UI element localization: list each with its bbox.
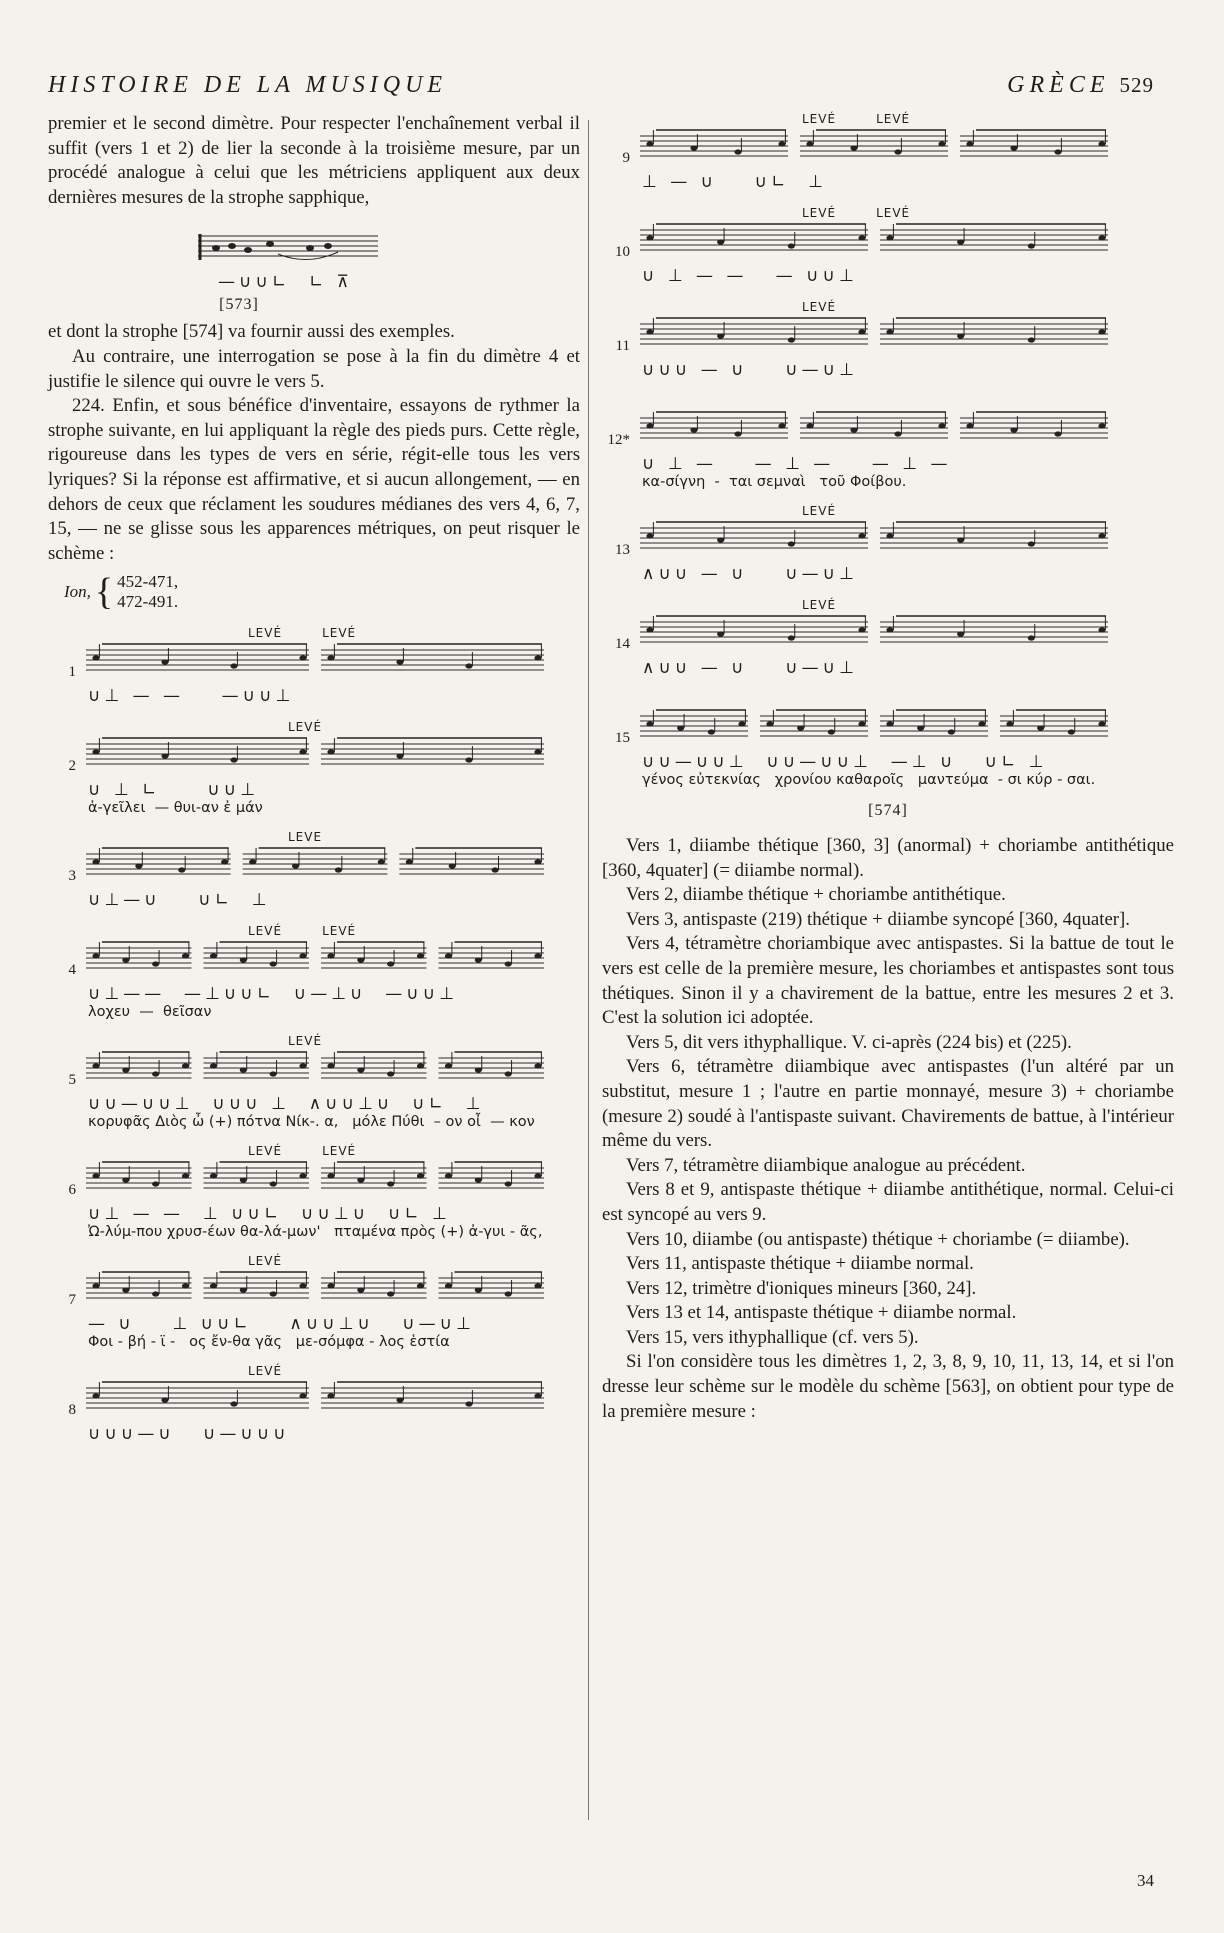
leve-marks: [248, 924, 580, 938]
metrical-scheme: ∪∪—∪∪⊥ ∪∪—∪∪⊥ —⊥ ∪ ∪∟ ⊥: [642, 752, 1048, 772]
verse-11: [602, 300, 1174, 380]
leve-marks: [248, 1034, 580, 1048]
music-staff: [636, 706, 1116, 752]
leve-marks: [802, 300, 1174, 314]
running-header-section: [1007, 72, 1154, 99]
signature-mark: 34: [1137, 1871, 1154, 1890]
left-column: [48, 112, 580, 1458]
leve-mark: LEVÉ: [802, 112, 837, 126]
music-staff: [82, 1268, 552, 1314]
music-staff: [636, 408, 1116, 454]
verse-number: 15: [615, 730, 630, 746]
greek-text: κα-σίγνη - ται σεμναὶ τοῦ Φοίβου.: [642, 474, 907, 490]
brace-glyph: {: [94, 571, 114, 614]
leve-mark: LEVÉ: [248, 1364, 283, 1379]
metrical-scheme: ∪⊥—∪ ∪∟ ⊥: [88, 890, 271, 911]
leve-mark: LEVÉ: [248, 924, 283, 939]
music-staff: [636, 220, 1116, 266]
leve-mark: LEVÉ: [288, 1034, 323, 1049]
verse-number: 6: [68, 1182, 76, 1199]
verse-3: [48, 830, 580, 910]
music-staff: [82, 1378, 552, 1424]
leve-marks: [248, 720, 580, 734]
example-573: [198, 224, 580, 292]
paragraph-224: 224. Enfin, et sous bénéfice d'inventaire, essayons de rythmer la strophe suivante, en lui appliquant la règle des pieds purs. Cette règle, rigoureuse dans les types de vers en série, régit-elle tous les vers lyriques? Si la réponse est affirmative, et si aucun allongement, — en dehors de ceux que réclament les soudures médianes des vers 4, 6, 7, 15, — ne se glisse sous les apparences métriques, on peut risquer le schème :: [48, 395, 580, 564]
commentary-paragraph: Vers 7, tétramètre diiambique analogue au précédent.: [626, 1154, 1026, 1176]
leve-marks: [802, 598, 1174, 612]
leve-mark: LEVÉ: [248, 626, 283, 641]
music-staff: [82, 640, 552, 686]
verse-number: 11: [615, 338, 630, 354]
verse-number: 8: [68, 1402, 76, 1419]
leve-mark: LEVÉ: [322, 924, 357, 939]
metrical-scheme: ∪ ⊥ — — — ∪∪⊥: [642, 266, 858, 286]
leve-mark: LEVÉ: [322, 626, 357, 641]
verse-15: [602, 692, 1174, 788]
example-label-573: [573]: [219, 296, 259, 314]
verse-number: 4: [68, 962, 76, 979]
commentary-paragraph: Si l'on considère tous les dimètres 1, 2, 3, 8, 9, 10, 11, 13, 14, et si l'on dresse leur schème sur le modèle du schème [563], on obtient pour type de la première mesure :: [602, 1351, 1174, 1422]
metrical-scheme: ∪ ⊥ — — ⊥ — — ⊥ —: [642, 454, 952, 474]
leve-marks: [802, 206, 1174, 220]
leve-marks: [248, 830, 580, 844]
example-label-574: [574]: [868, 802, 908, 819]
commentary-paragraph: Vers 5, dit vers ithyphallique. V. ci-après (224 bis) et (225).: [626, 1031, 1072, 1053]
leve-marks: [248, 1364, 580, 1378]
commentary-paragraph: Vers 13 et 14, antispaste thétique + diiambe normal.: [626, 1302, 1017, 1324]
verse-4: [48, 924, 580, 1020]
commentary-paragraph: Vers 3, antispaste (219) thétique + diiambe syncopé [360, 4quater].: [626, 908, 1130, 930]
leve-mark: LEVÉ: [802, 504, 837, 518]
verse-7: [48, 1254, 580, 1350]
greek-text: Ὠ-λύμ-που χρυσ-έων θα-λά-μων' πταμένα πρὸς (+) ἀ-γυι - ᾶς,: [88, 1224, 543, 1241]
metrical-scheme: ∪∪—∪∪⊥ ∪∪∪ ⊥ ∧∪∪⊥∪ ∪∟ ⊥: [88, 1094, 485, 1115]
leve-mark: LEVÉ: [248, 1144, 283, 1159]
column-divider: [588, 120, 589, 1820]
metrical-scheme: ∪⊥ — — ⊥ ∪∪∟ ∪∪⊥∪ ∪∟ ⊥: [88, 1204, 451, 1225]
metrical-scheme: ∪⊥ — — —∪∪⊥: [88, 686, 295, 707]
music-staff: [636, 518, 1116, 564]
commentary-paragraph: Vers 11, antispaste thétique + diiambe normal.: [626, 1253, 974, 1275]
commentary-paragraph: Vers 12, trimètre d'ioniques mineurs [360, 24].: [626, 1277, 977, 1299]
ion-reference: [64, 572, 580, 612]
meter-573: —∪∪∟ ∟ ⊼: [218, 272, 354, 293]
music-staff: [82, 844, 552, 890]
paragraph-interrogation: Au contraire, une interrogation se pose à la fin du dimètre 4 et justifie le silence qui ouvre le vers 5.: [48, 345, 580, 392]
verse-number: 14: [615, 636, 630, 652]
leve-mark: LEVÉ: [876, 206, 911, 220]
music-staff: [82, 938, 552, 984]
right-verse-staves: [602, 112, 1174, 788]
commentary-paragraph: Vers 10, diiambe (ou antispaste) thétique + choriambe (= diiambe).: [626, 1228, 1130, 1250]
verse-number: 13: [615, 542, 630, 558]
verse-number: 2: [68, 758, 76, 775]
verse-number: 7: [68, 1292, 76, 1309]
greek-text: ἀ-γεῖλει — θυι-αν ἐ μάν: [88, 800, 263, 817]
music-staff: [636, 314, 1116, 360]
leve-mark: LEVÉ: [802, 206, 837, 220]
verse-number: 12*: [607, 432, 630, 448]
verse-13: [602, 504, 1174, 584]
music-staff: [636, 126, 1116, 172]
music-staff: [82, 734, 552, 780]
leve-marks: [802, 394, 1174, 408]
leve-mark: LEVÉ: [288, 720, 323, 735]
greek-text: γένος εὐτεκνίας χρονίου καθαροῖς μαντεύμα - σι κύρ - σαι.: [642, 772, 1096, 788]
greek-text: κορυφᾶς Διὸς ὦ (+) πότνα Νίκ-. α, μόλε Πύθι – ον οἶ — κον: [88, 1114, 535, 1131]
paragraph-intro: premier et le second dimètre. Pour respecter l'enchaînement verbal il suffit (vers 1 et 2) de lier la seconde à la troisième mesure, par un procédé analogue à celui que les métriciens appliquent aux deux dernières mesures de la strophe sapphique,: [48, 113, 580, 208]
leve-mark: LEVÉ: [322, 1144, 357, 1159]
commentary-paragraph: Vers 1, diiambe thétique [360, 3] (anormal) + choriambe antithétique [360, 4quater] (= diiambe normal).: [602, 835, 1174, 881]
music-staff: [82, 1158, 552, 1204]
verse-number: 5: [68, 1072, 76, 1089]
leve-mark: LEVÉ: [802, 300, 837, 314]
right-column: [602, 112, 1174, 1424]
music-staff: [636, 612, 1116, 658]
greek-text: Φοι - βή - ϊ - ος ἔν-θα γᾶς με-σόμφα - λος ἑστία: [88, 1334, 450, 1351]
verse-number: 1: [68, 664, 76, 681]
staff-573: [198, 224, 378, 272]
verse-5: [48, 1034, 580, 1130]
verse-8: [48, 1364, 580, 1444]
leve-marks: [248, 1144, 580, 1158]
leve-mark: LEVÉ: [876, 112, 911, 126]
commentary: [602, 834, 1174, 1424]
ion-lines-1: 452-471,: [117, 572, 179, 592]
leve-mark: LEVÉ: [248, 1254, 283, 1269]
commentary-paragraph: Vers 2, diiambe thétique + choriambe antithétique.: [626, 884, 1006, 906]
leve-mark: LEVÉ: [802, 598, 837, 612]
metrical-scheme: ∪∪∪—∪ ∪—∪∪∪: [88, 1424, 290, 1445]
section-title: GRÈCE: [1007, 72, 1110, 98]
commentary-paragraph: Vers 4, tétramètre choriambique avec antispastes. Si la battue de tout le vers est celle de la première mesure, les choriambes et antispastes sont tous thétiques. Sinon il y a chavirement de la battue, entre les mesures 2 et 3. C'est la solution ici adoptée.: [602, 933, 1174, 1029]
music-staff: [82, 1048, 552, 1094]
running-header-title: HISTOIRE DE LA MUSIQUE: [48, 72, 448, 98]
page-number: 529: [1119, 73, 1154, 97]
leve-marks: [802, 112, 1174, 126]
metrical-scheme: — ∪ ⊥ ∪∪∟ ∧∪∪⊥∪ ∪—∪⊥: [88, 1314, 475, 1335]
verse-1: [48, 626, 580, 706]
metrical-scheme: ∪ ⊥ ∟ ∪∪⊥: [88, 780, 260, 801]
verse-number: 3: [68, 868, 76, 885]
metrical-scheme: ⊥ — ∪ ∪∟ ⊥: [642, 172, 827, 192]
left-verse-staves: [48, 626, 580, 1444]
commentary-paragraph: Vers 6, tétramètre diiambique avec antispastes (l'un altéré par un substitut, mesure 1 ; l'autre en partie monnayé, mesure 3) + choriambe (mesure 2) soudé à l'antispaste suivant. Chavirements de battue, à l'intérieur même du vers.: [602, 1056, 1174, 1152]
paragraph-strophe-ref: et dont la strophe [574] va fournir aussi des exemples.: [48, 321, 455, 343]
leve-mark: LEVE: [288, 830, 323, 845]
verse-10: [602, 206, 1174, 286]
verse-12: [602, 394, 1174, 490]
ion-lines-2: 472-491.: [117, 592, 179, 612]
greek-text: λοχευ — θεῖσαν: [88, 1004, 212, 1021]
ion-title: Ion,: [64, 582, 91, 602]
verse-14: [602, 598, 1174, 678]
metrical-scheme: ∧∪∪ — ∪ ∪—∪⊥: [642, 564, 858, 584]
metrical-scheme: ∪∪∪ — ∪ ∪—∪⊥: [642, 360, 858, 380]
verse-number: 9: [622, 150, 630, 166]
verse-number: 10: [615, 244, 630, 260]
metrical-scheme: ∪⊥—— —⊥∪∪∟ ∪—⊥∪ —∪∪⊥: [88, 984, 459, 1005]
leve-marks: [802, 504, 1174, 518]
commentary-paragraph: Vers 15, vers ithyphallique (cf. vers 5).: [626, 1326, 919, 1348]
commentary-paragraph: Vers 8 et 9, antispaste thétique + diiambe antithétique, normal. Celui-ci est syncopé au vers 9.: [602, 1179, 1174, 1225]
leve-marks: [802, 692, 1174, 706]
verse-6: [48, 1144, 580, 1240]
verse-9: [602, 112, 1174, 192]
leve-marks: [248, 626, 580, 640]
verse-2: [48, 720, 580, 816]
leve-marks: [248, 1254, 580, 1268]
metrical-scheme: ∧∪∪ — ∪ ∪—∪⊥: [642, 658, 858, 678]
